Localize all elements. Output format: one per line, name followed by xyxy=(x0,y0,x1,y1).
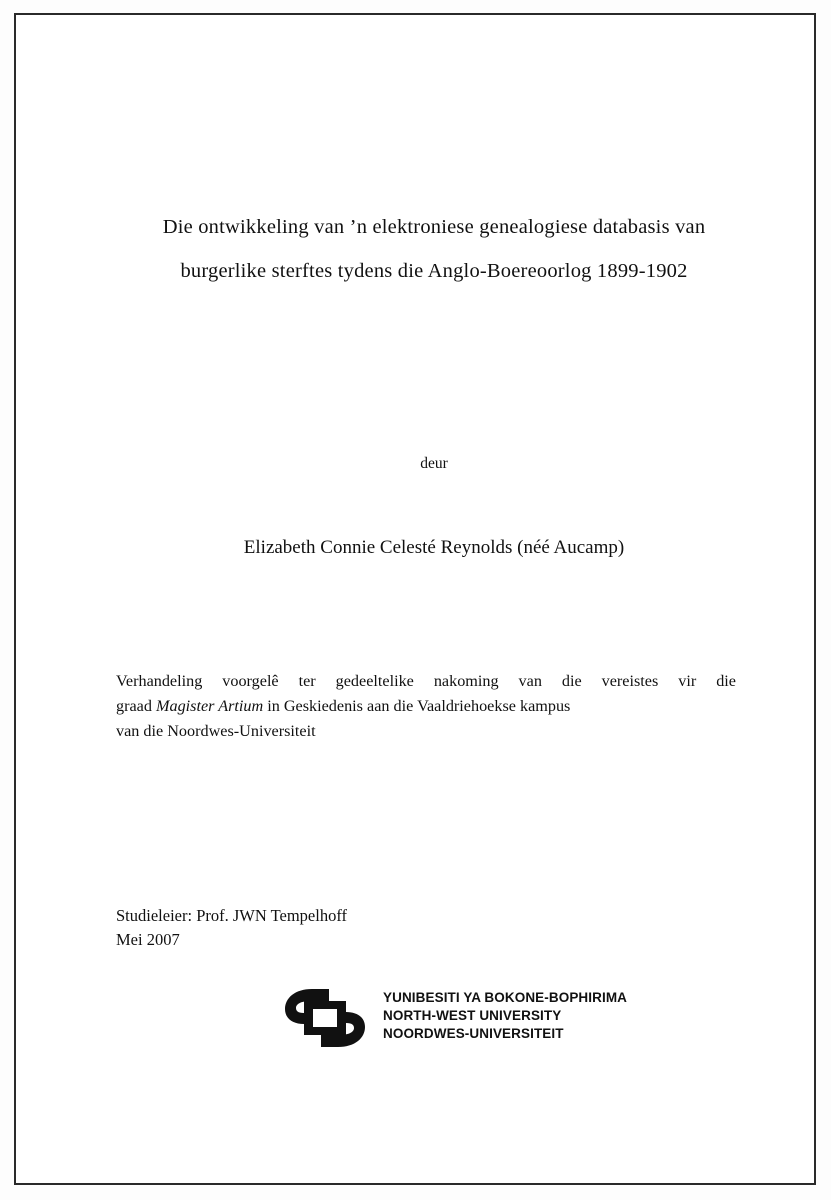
degree-statement-line-1: Verhandeling voorgelê ter gedeeltelike nakoming van die vereistes vir die xyxy=(116,672,736,690)
submission-date: Mei 2007 xyxy=(116,930,180,949)
degree-statement xyxy=(116,669,736,744)
logo-line-3: NOORDWES-UNIVERSITEIT xyxy=(383,1026,564,1041)
page-border xyxy=(14,13,816,1185)
title-line-2: burgerlike sterftes tydens die Anglo-Boereoorlog 1899-1902 xyxy=(180,260,688,282)
degree-statement-line-3: van die Noordwes-Universiteit xyxy=(116,722,316,740)
degree-statement-line-2-pre: graad xyxy=(116,697,156,715)
title-line-1: Die ontwikkeling van ’n elektroniese genealogiese databasis van xyxy=(162,216,706,238)
degree-name-italic: Magister Artium xyxy=(156,697,264,715)
university-logo xyxy=(271,983,628,1055)
page-title xyxy=(116,205,752,293)
supervisor-name: Studieleier: Prof. JWN Tempelhoff xyxy=(116,906,348,925)
degree-statement-line-2 xyxy=(116,694,736,719)
logo-line-2: NORTH-WEST UNIVERSITY xyxy=(383,1008,562,1023)
author-name: Elizabeth Connie Celesté Reynolds (néé Aucamp) xyxy=(243,537,625,558)
degree-statement-line-2-post: in Geskiedenis aan die Vaaldriehoekse kampus xyxy=(263,697,571,715)
logo-line-1: YUNIBESITI YA BOKONE-BOPHIRIMA xyxy=(383,990,628,1005)
by-label: deur xyxy=(420,455,448,472)
university-logo-text xyxy=(383,989,627,1043)
supervisor-block xyxy=(116,904,752,952)
north-west-university-logo-icon xyxy=(271,985,379,1051)
title-page-content xyxy=(116,205,752,952)
